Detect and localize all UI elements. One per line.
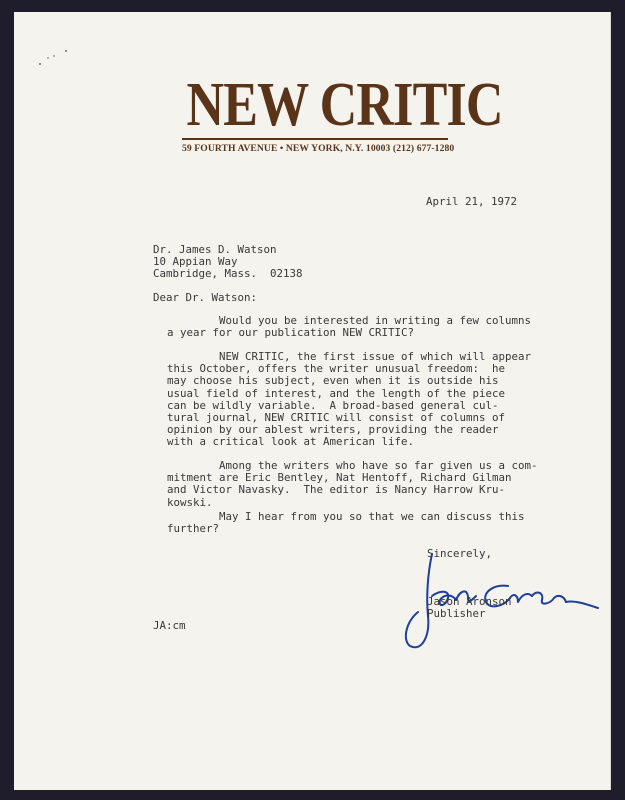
body-line: a year for our publication NEW CRITIC? <box>167 326 415 340</box>
signatory-title: Publisher <box>427 607 486 620</box>
letterhead-address: 59 FOURTH AVENUE • NEW YORK, N.Y. 10003 (212) 677-1280 <box>182 143 455 154</box>
brand-logo: NEW CRITIC <box>186 71 503 139</box>
body-line: May I hear from you so that we can discuss this <box>167 510 525 523</box>
letter-page <box>14 12 611 790</box>
body-line: Would you be interested in writing a few columns <box>167 314 532 327</box>
body-paragraph-3 <box>167 460 547 509</box>
recipient-line-3: Cambridge, Mass. 02138 <box>153 267 303 280</box>
letter-date: April 21, 1972 <box>426 195 518 208</box>
closing: Sincerely, <box>427 547 493 560</box>
letterhead <box>182 71 503 154</box>
recipient-line-2: 10 Appian Way <box>153 255 238 268</box>
body-line: opinion by our ablest writers, providing the reader <box>167 423 499 437</box>
body-line: with a critical look at American life. <box>167 435 415 449</box>
body-paragraph-2 <box>167 351 547 449</box>
recipient-line-1: Dr. James D. Watson <box>153 243 277 256</box>
typist-initials: JA:cm <box>153 619 186 632</box>
body-line: mitment are Eric Bentley, Nat Hentoff, Richard Gilman <box>167 471 512 485</box>
body-line: tural journal, NEW CRITIC will consist of columns of <box>167 411 506 425</box>
body-line: kowski. <box>167 495 213 509</box>
body-line: can be wildly variable. A broad-based general cul- <box>167 398 499 412</box>
body-line: Among the writers who have so far given us a com- <box>167 459 538 472</box>
body-line: NEW CRITIC, the first issue of which will appear <box>167 350 532 363</box>
body-paragraph-1 <box>167 315 547 339</box>
body-line: may choose his subject, even when it is outside his <box>167 374 499 388</box>
salutation: Dear Dr. Watson: <box>153 291 258 304</box>
body-line: usual field of interest, and the length of the piece <box>167 386 506 400</box>
body-line: this October, offers the writer unusual freedom: he <box>167 362 506 376</box>
body-line: further? <box>167 522 220 536</box>
signatory-name: Jason Aronson <box>427 595 512 608</box>
body-paragraph-4 <box>167 511 547 535</box>
paper-specks <box>36 48 76 68</box>
body-line: and Victor Navasky. The editor is Nancy Harrow Kru- <box>167 483 506 497</box>
